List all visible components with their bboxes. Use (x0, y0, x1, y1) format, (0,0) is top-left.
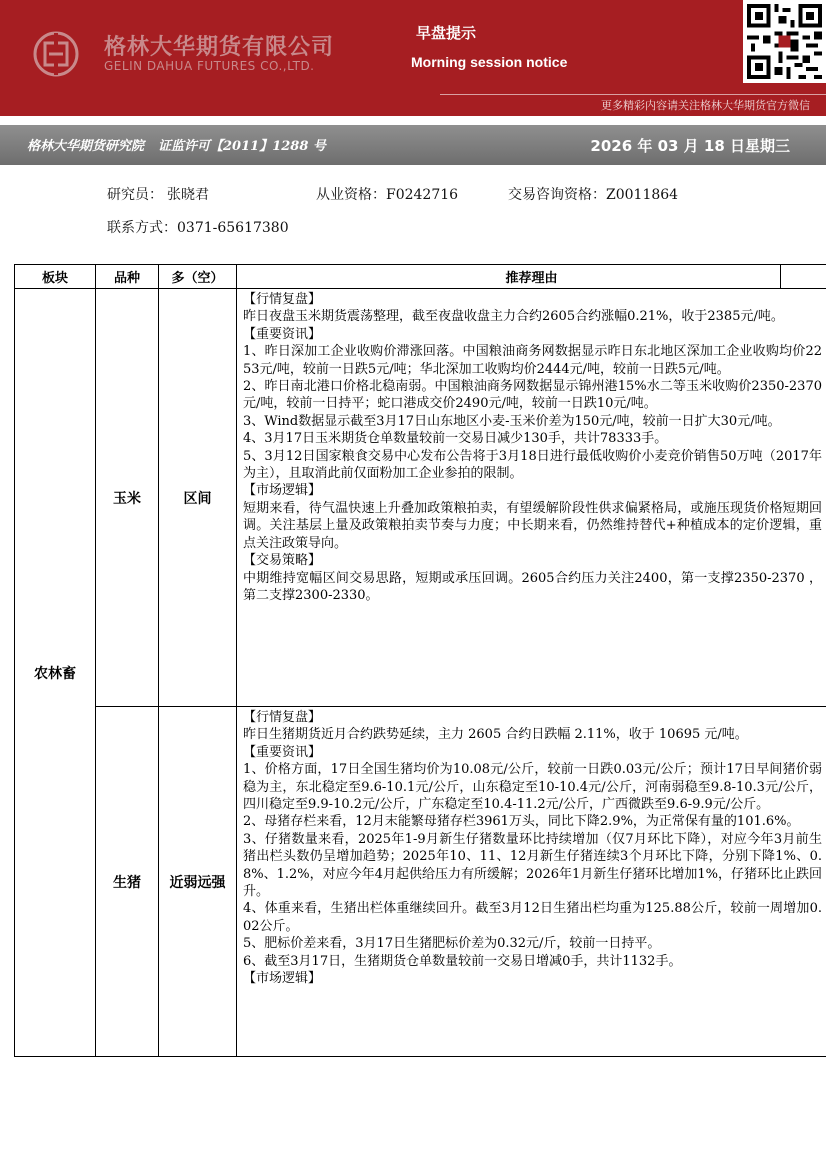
company-name-en: GELIN DAHUA FUTURES CO.,LTD. (104, 59, 315, 73)
researcher-label: 研究员： (107, 187, 163, 203)
license-number: 证监许可【2011】1288 号 (158, 139, 326, 154)
section-heading: 【行情复盘】 (243, 292, 322, 307)
section-heading: 【重要资讯】 (243, 744, 322, 760)
header-item: 品种 (96, 265, 159, 289)
sector-cell: 农林畜 (15, 289, 96, 1057)
header-reason: 推荐理由 (237, 265, 781, 289)
qualification-label: 从业资格： (316, 187, 386, 203)
reason-text: 5、3月12日国家粮食交易中心发布公告将于3月18日进行最低收购价小麦竞价销售50万吨（2017年为主），且取消此前仅面粉加工企业参拍的限制。 (243, 448, 822, 482)
reason-text: 2、昨日南北港口价格北稳南弱。中国粮油商务网数据显示锦州港15%水二等玉米收购价2350-2370元/吨，较前一日持平；蛇口港成交价2490元/吨，较前一日跌10元/吨。 (243, 379, 822, 412)
consult-number: Z0011864 (606, 187, 679, 203)
section-heading: 【行情复盘】 (243, 710, 322, 725)
reason-cell (237, 707, 826, 1057)
company-logo-icon (33, 31, 79, 77)
item-cell: 生猪 (96, 707, 159, 1057)
direction-cell: 近弱远强 (159, 707, 237, 1057)
item-cell: 玉米 (96, 289, 159, 707)
recommendation-table (14, 264, 826, 1057)
reason-text: 1、价格方面，17日全国生猪均价为10.08元/公斤，较前一日跌0.03元/公斤；预计17日早间猪价弱稳为主，东北稳定至9.6-10.1元/公斤，山东稳定至10-10.4元/公斤，河南弱稳至9.8-10.3元/公斤，四川稳定至9.9-10.2元/公斤，广东稳定至10.4-11.2元/公斤，广西微跌至9.6-9.9元/公斤。 (243, 762, 822, 813)
section-heading: 【交易策略】 (243, 553, 322, 569)
notice-title-en: Morning session notice (411, 54, 568, 70)
qualification-info (316, 184, 458, 204)
qr-code-icon (743, 0, 826, 83)
reason-text: 2、母猪存栏来看，12月末能繁母猪存栏3961万头，同比下降2.9%，为正常保有量的101.6%。 (243, 814, 800, 830)
institute-name: 格林大华期货研究院 (27, 139, 145, 154)
consult-info (508, 184, 678, 204)
table-header-row (15, 265, 826, 289)
reason-text: 5、肥标价差来看，3月17日生猪肥标价差为0.32元/斤，较前一日持平。 (243, 936, 661, 952)
reason-text: 4、3月17日玉米期货仓单数量较前一交易日减少130手，共计78333手。 (243, 431, 668, 447)
reason-text: 1、昨日深加工企业收购价滞涨回落。中国粮油商务网数据显示昨日东北地区深加工企业收购均价2253元/吨，较前一日跌5元/吨；华北深加工收购均价2444元/吨，较前一日跌5元/吨。 (243, 344, 822, 377)
contact-phone: 0371-65617380 (177, 220, 289, 236)
header-spacer (781, 265, 826, 289)
direction-cell: 区间 (159, 289, 237, 707)
consult-label: 交易咨询资格： (508, 187, 606, 203)
table-row (15, 289, 826, 707)
reason-text: 短期来看，待气温快速上升叠加政策粮拍卖，有望缓解阶段性供求偏紧格局，或施压现货价格短期回调。关注基层上量及政策粮拍卖节奏与力度；中长期来看，仍然维持替代+种植成本的定价逻辑，重点关注政策导向。 (243, 500, 822, 551)
header-divider (440, 94, 826, 95)
reason-text: 中期维持宽幅区间交易思路，短期或承压回调。2605合约压力关注2400，第一支撑2350-2370 ，第二支撑2300-2330。 (243, 570, 822, 603)
header-sector: 板块 (15, 265, 96, 289)
qualification-number: F0242716 (386, 187, 459, 203)
header-direction: 多（空） (159, 265, 237, 289)
reason-text: 4、体重来看，生猪出栏体重继续回升。截至3月12日生猪出栏均重为125.88公斤，较前一周增加0.02公斤。 (243, 901, 822, 934)
researcher-info (107, 184, 209, 204)
report-date: 2026 年 03 月 18 日星期三 (590, 137, 790, 155)
contact-info (107, 217, 289, 237)
reason-text: 3、Wind数据显示截至3月17日山东地区小麦-玉米价差为150元/吨，较前一日扩大30元/吨。 (243, 413, 781, 429)
reason-cell (237, 289, 826, 707)
section-heading: 【重要资讯】 (243, 326, 322, 342)
section-heading: 【市场逻辑】 (243, 483, 322, 499)
table-row (15, 707, 826, 1057)
researcher-name: 张晓君 (167, 187, 209, 203)
reason-text: 3、仔猪数量来看，2025年1-9月新生仔猪数量环比持续增加（仅7月环比下降），对应今年3月前生猪出栏头数仍呈增加趋势；2025年10、11、12月新生仔猪连续3个月环比下降，分别下降1%、0.8%、1.2%，对应今年4月起供给压力有所缓解；2026年1月新生仔猪环比增加1%，仔猪环比止跌回升。 (243, 831, 822, 900)
institute-license (27, 135, 340, 154)
reason-text: 昨日夜盘玉米期货震荡整理，截至夜盘收盘主力合约2605合约涨幅0.21%，收于2385元/吨。 (243, 309, 784, 325)
reason-text: 昨日生猪期货近月合约跌势延续，主力 2605 合约日跌幅 2.11%，收于 10695 元/吨。 (243, 727, 748, 743)
reason-text: 6、截至3月17日，生猪期货仓单数量较前一交易日增减0手，共计1132手。 (243, 953, 682, 969)
notice-title-cn: 早盘提示 (416, 24, 477, 42)
company-name-cn: 格林大华期货有限公司 (104, 35, 335, 60)
section-heading: 【市场逻辑】 (243, 971, 322, 987)
wechat-follow-note: 更多精彩内容请关注格林大华期货官方微信 (601, 99, 810, 112)
contact-label: 联系方式： (107, 220, 177, 236)
